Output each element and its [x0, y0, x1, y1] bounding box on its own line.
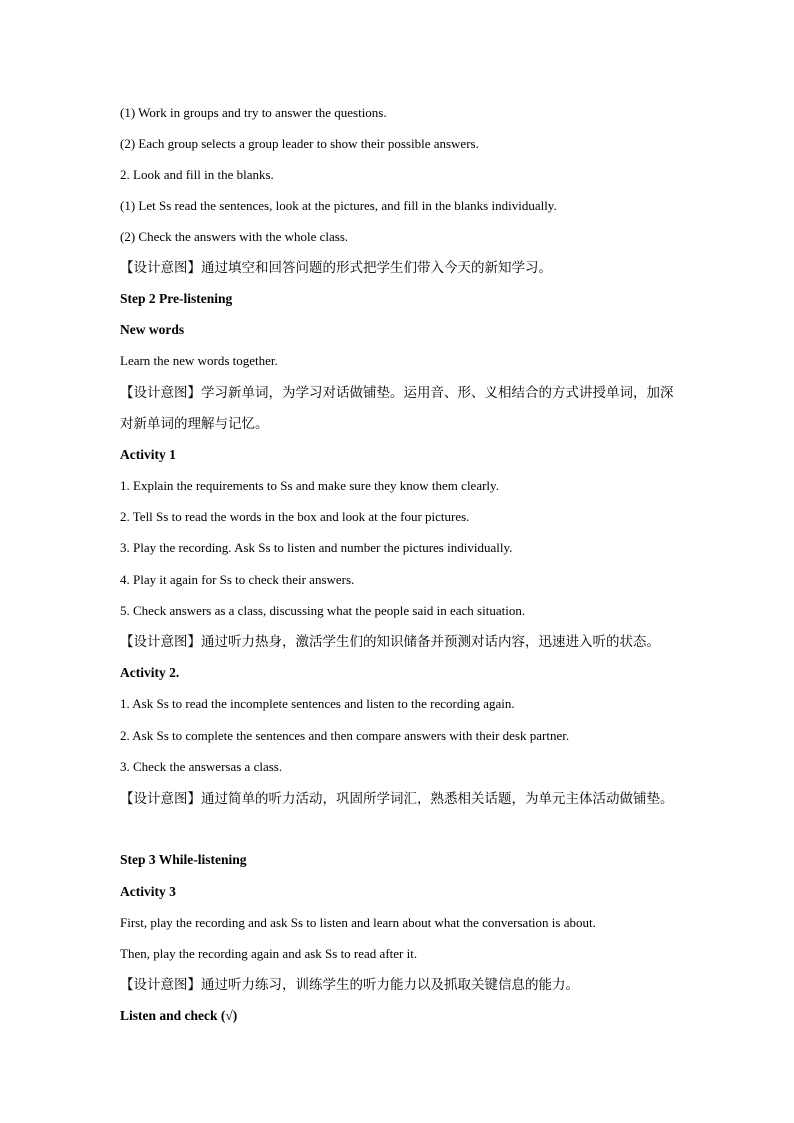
paragraph: (1) Work in groups and try to answer the questions.	[120, 105, 387, 120]
paragraph: 2. Look and fill in the blanks.	[120, 167, 274, 182]
paragraph: (2) Each group selects a group leader to show their possible answers.	[120, 136, 479, 151]
paragraph: 2. Tell Ss to read the words in the box and look at the four pictures.	[120, 509, 470, 524]
activity-heading: Activity 1	[120, 447, 176, 462]
paragraph: First, play the recording and ask Ss to listen and learn about what the conversation is about.	[120, 915, 596, 930]
subsection-heading: New words	[120, 322, 185, 337]
paragraph: (1) Let Ss read the sentences, look at the pictures, and fill in the blanks individually.	[120, 198, 557, 213]
paragraph: (2) Check the answers with the whole class.	[120, 229, 349, 244]
paragraph: 1. Explain the requirements to Ss and make sure they know them clearly.	[120, 478, 499, 493]
paragraph: Learn the new words together.	[120, 353, 278, 368]
section-heading: Step 2 Pre-listening	[120, 291, 233, 306]
design-intent-note: 【设计意图】通过简单的听力活动，巩固所学词汇，熟悉相关话题，为单元主体活动做铺垫。	[120, 791, 674, 807]
paragraph: 3. Play the recording. Ask Ss to listen and number the pictures individually.	[120, 540, 513, 555]
design-intent-note: 【设计意图】通过填空和回答问题的形式把学生们带入今天的新知学习。	[120, 260, 552, 276]
design-intent-note: 【设计意图】通过听力练习，训练学生的听力能力以及抓取关键信息的能力。	[120, 977, 579, 993]
paragraph: 3. Check the answersas a class.	[120, 759, 283, 774]
subsection-heading: Listen and check (√)	[120, 1008, 238, 1023]
design-intent-note: 【设计意图】通过听力热身，激活学生们的知识储备并预测对话内容，迅速进入听的状态。	[120, 634, 660, 650]
paragraph: Then, play the recording again and ask Ss to read after it.	[120, 946, 418, 961]
activity-heading: Activity 3	[120, 884, 176, 899]
design-intent-note: 【设计意图】学习新单词，为学习对话做铺垫。运用音、形、义相结合的方式讲授单词，加深对新单词的理解与记忆。	[120, 385, 674, 432]
paragraph: 2. Ask Ss to complete the sentences and then compare answers with their desk partner.	[120, 728, 570, 743]
section-heading: Step 3 While-listening	[120, 852, 247, 867]
paragraph: 5. Check answers as a class, discussing what the people said in each situation.	[120, 603, 526, 618]
paragraph: 1. Ask Ss to read the incomplete sentences and listen to the recording again.	[120, 696, 515, 711]
activity-heading: Activity 2.	[120, 665, 180, 680]
paragraph: 4. Play it again for Ss to check their answers.	[120, 572, 355, 587]
